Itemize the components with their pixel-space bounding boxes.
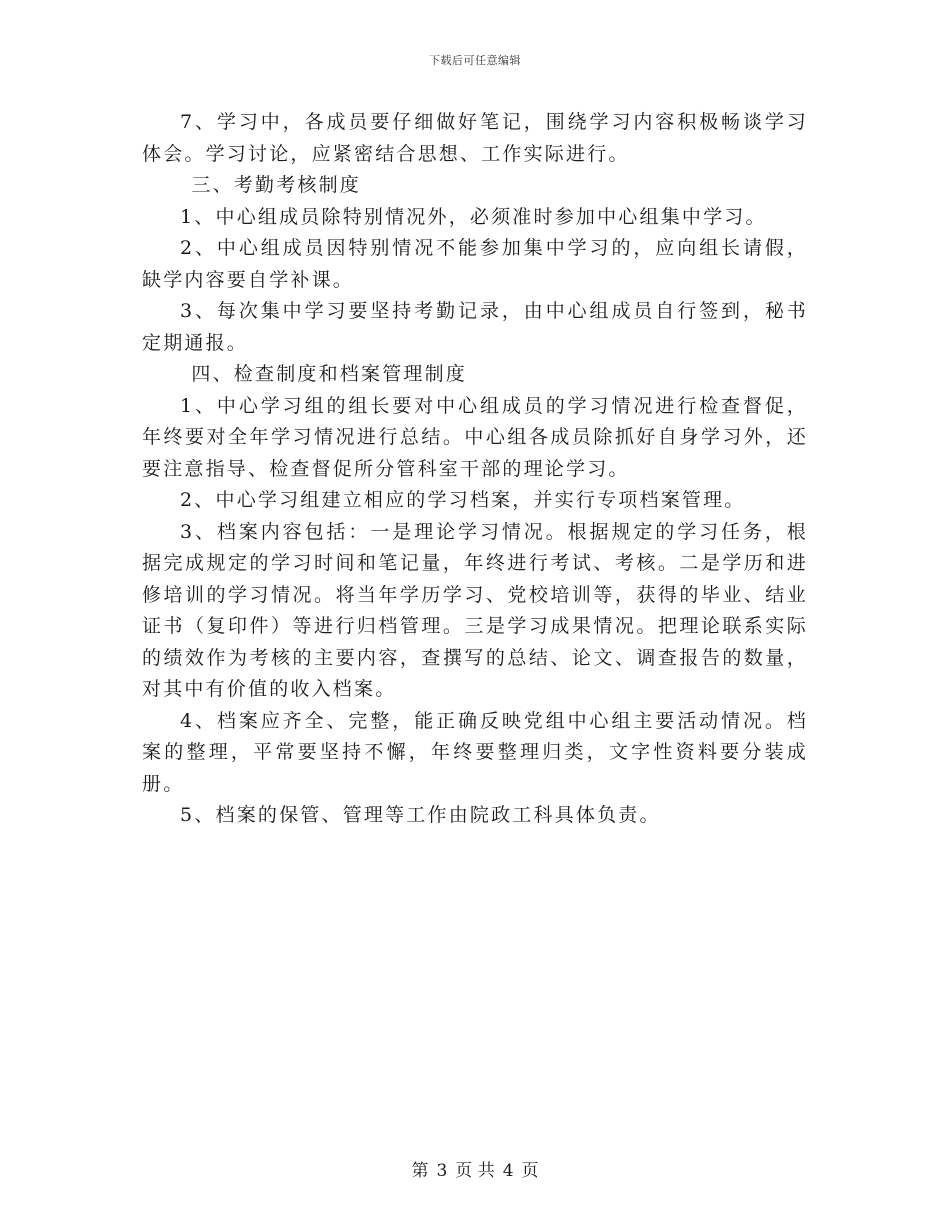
footer-suffix: 页 [521, 1161, 539, 1181]
section-heading-attendance: 三、考勤考核制度 [191, 174, 361, 196]
paragraph-inspection-2: 2、中心学习组建立相应的学习档案，并实行专项档案管理。 [180, 489, 746, 511]
footer-page-number: 3 [436, 1161, 448, 1181]
footer-total-pages: 4 [502, 1161, 514, 1181]
paragraph-attendance-3: 3、每次集中学习要坚持考勤记录，由中心组成员自行签到，秘书定期通报。 [142, 300, 808, 354]
paragraph-attendance-1: 1、中心组成员除特别情况外，必须准时参加中心组集中学习。 [180, 205, 767, 228]
paragraph-inspection-1: 1、中心学习组的组长要对中心组成员的学习情况进行检查督促，年终要对全年学习情况进行总结。中心组各成员除抓好自身学习外，还要注意指导、检查督促所分管科室干部的理论学习。 [142, 394, 808, 480]
page-header: 下载后可任意编辑 [429, 54, 521, 67]
document-body [142, 107, 808, 832]
footer-middle: 页 共 [455, 1161, 495, 1181]
paragraph-study-notes: 7、学习中，各成员要仔细做好笔记，围绕学习内容积极畅谈学习体会。学习讨论，应紧密结合思想、工作实际进行。 [142, 111, 808, 165]
paragraph-inspection-4: 4、档案应齐全、完整，能正确反映党组中心组主要活动情况。档案的整理，平常要坚持不懈，年终要整理归类，文字性资料要分装成册。 [142, 709, 808, 795]
footer-prefix: 第 [411, 1161, 429, 1181]
paragraph-inspection-3: 3、档案内容包括：一是理论学习情况。根据规定的学习任务，根据完成规定的学习时间和笔记量，年终进行考试、考核。二是学历和进修培训的学习情况。将当年学历学习、党校培训等，获得的毕业、结业证书（复印件）等进行归档管理。三是学习成果情况。把理论联系实际的绩效作为考核的主要内容，查撰写的总结、论文、调查报告的数量，对其中有价值的收入档案。 [142, 520, 808, 700]
paragraph-attendance-2: 2、中心组成员因特别情况不能参加集中学习的，应向组长请假，缺学内容要自学补课。 [142, 237, 808, 291]
section-heading-inspection-archive: 四、检查制度和档案管理制度 [191, 363, 467, 385]
paragraph-inspection-5: 5、档案的保管、管理等工作由院政工科具体负责。 [180, 804, 661, 826]
page-footer [0, 1156, 950, 1181]
